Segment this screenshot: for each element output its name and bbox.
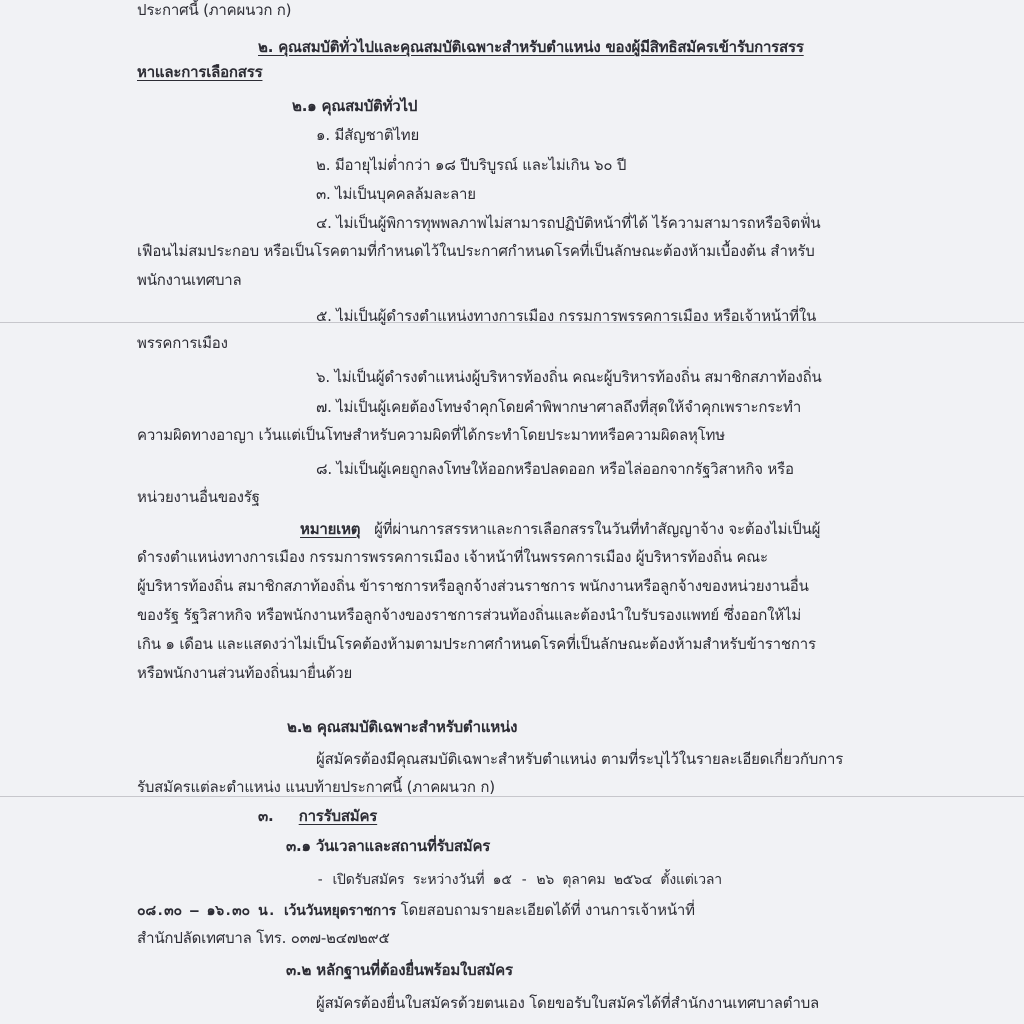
application-period-line: - เปิดรับสมัคร ระหว่างวันที่ ๑๕ - ๒๖ ตุลาคม ๒๕๖๔ ตั้งแต่เวลา xyxy=(316,872,722,888)
note-line: หรือพนักงานส่วนท้องถิ่นมายื่นด้วย xyxy=(137,664,353,682)
list-item-cont: หน่วยงานอื่นของรัฐ xyxy=(137,488,260,506)
list-item: ๘. ไม่เป็นผู้เคยถูกลงโทษให้ออกหรือปลดออก หรือไล่ออกจากรัฐวิสาหกิจ หรือ xyxy=(316,460,794,478)
subsection-2-1-heading: ๒.๑ คุณสมบัติทั่วไป xyxy=(292,97,418,115)
list-item: ๑. มีสัญชาติไทย xyxy=(316,126,420,144)
note-paragraph-first-line xyxy=(300,519,820,539)
list-item-cont: พรรคการเมือง xyxy=(137,334,228,352)
section-3-title: การรับสมัคร xyxy=(298,807,378,825)
section-2-heading: ๒. คุณสมบัติทั่วไปและคุณสมบัติเฉพาะสำหรับตำแหน่ง ของผู้มีสิทธิสมัครเข้ารับการสรร xyxy=(258,38,804,56)
text-line: รับสมัครแต่ละตำแหน่ง แนบท้ายประกาศนี้ (ภาคผนวก ก) xyxy=(137,778,495,796)
list-item: ๒. มีอายุไม่ต่ำกว่า ๑๘ ปีบริบูรณ์ และไม่เกิน ๖๐ ปี xyxy=(316,156,627,174)
list-item: ๗. ไม่เป็นผู้เคยต้องโทษจำคุกโดยคำพิพากษาศาลถึงที่สุดให้จำคุกเพราะกระทำ xyxy=(316,398,802,416)
text-line: ผู้สมัครต้องมีคุณสมบัติเฉพาะสำหรับตำแหน่ง ตามที่ระบุไว้ในรายละเอียดเกี่ยวกับการ xyxy=(316,750,844,768)
office-hours-note: โดยสอบถามรายละเอียดได้ที่ งานการเจ้าหน้าที่ xyxy=(400,901,695,919)
list-item: ๕. ไม่เป็นผู้ดำรงตำแหน่งทางการเมือง กรรมการพรรคการเมือง หรือเจ้าหน้าที่ใน xyxy=(316,307,817,325)
note-line: เกิน ๑ เดือน และแสดงว่าไม่เป็นโรคต้องห้ามตามประกาศกำหนดโรคที่เป็นลักษณะต้องห้ามสำหรับข้าราชการ xyxy=(137,635,816,653)
note-line: ดำรงตำแหน่งทางการเมือง กรรมการพรรคการเมือง เจ้าหน้าที่ในพรรคการเมือง ผู้บริหารท้องถิ่น คณะ xyxy=(137,548,768,566)
list-item: ๖. ไม่เป็นผู้ดำรงตำแหน่งผู้บริหารท้องถิ่น คณะผู้บริหารท้องถิ่น สมาชิกสภาท้องถิ่น xyxy=(316,368,822,386)
list-item: ๓. ไม่เป็นบุคคลล้มละลาย xyxy=(316,185,476,203)
list-item-cont: เฟือนไม่สมประกอบ หรือเป็นโรคตามที่กำหนดไว้ในประกาศกำหนดโรคที่เป็นลักษณะต้องห้ามเบื้องต้น สำหรับ xyxy=(137,242,815,260)
section-2-heading-cont: หาและการเลือกสรร xyxy=(137,63,263,81)
text-line: ผู้สมัครต้องยื่นใบสมัครด้วยตนเอง โดยขอรับใบสมัครได้ที่สำนักงานเทศบาลตำบล xyxy=(316,994,820,1012)
subsection-2-2-heading: ๒.๒ คุณสมบัติเฉพาะสำหรับตำแหน่ง xyxy=(287,718,518,736)
section-3-number: ๓. xyxy=(258,807,274,825)
note-label: หมายเหตุ xyxy=(300,520,361,538)
office-hours: ๐๘.๓๐ – ๑๖.๓๐ น. เว้นวันหยุดราชการ xyxy=(137,903,397,919)
office-hours-line xyxy=(137,900,695,921)
subsection-3-2-heading: ๓.๒ หลักฐานที่ต้องยื่นพร้อมใบสมัคร xyxy=(286,961,513,979)
list-item-cont: พนักงานเทศบาล xyxy=(137,271,242,289)
text-line: ประกาศนี้ (ภาคผนวก ก) xyxy=(137,1,292,19)
note-line: ผู้บริหารท้องถิ่น สมาชิกสภาท้องถิ่น ข้าราชการหรือลูกจ้างส่วนราชการ พนักงานหรือลูกจ้างของหน่วยงานอื่น xyxy=(137,577,809,595)
contact-line: สำนักปลัดเทศบาล โทร. ๐๓๗-๒๔๗๒๙๕ xyxy=(137,929,390,947)
note-text: ผู้ที่ผ่านการสรรหาและการเลือกสรรในวันที่ทำสัญญาจ้าง จะต้องไม่เป็นผู้ xyxy=(374,520,821,538)
note-line: ของรัฐ รัฐวิสาหกิจ หรือพนักงานหรือลูกจ้างของราชการส่วนท้องถิ่นและต้องนำใบรับรองแพทย์ ซึ่งออกให้ไม่ xyxy=(137,606,802,624)
section-3-heading xyxy=(258,806,377,826)
list-item-cont: ความผิดทางอาญา เว้นแต่เป็นโทษสำหรับความผิดที่ได้กระทำโดยประมาทหรือความผิดลหุโทษ xyxy=(137,426,725,444)
list-item: ๔. ไม่เป็นผู้พิการทุพพลภาพไม่สามารถปฏิบัติหน้าที่ได้ ไร้ความสามารถหรือจิตฟั่น xyxy=(316,214,821,232)
subsection-3-1-heading: ๓.๑ วันเวลาและสถานที่รับสมัคร xyxy=(286,837,491,855)
